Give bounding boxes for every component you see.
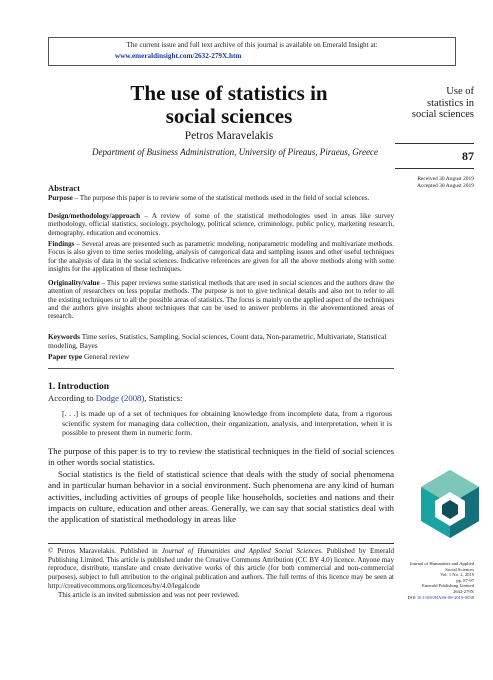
article-title [84, 82, 374, 128]
page-number: 87 [462, 149, 474, 163]
doi-label: DOI [407, 594, 417, 600]
paper-type [48, 353, 394, 362]
author-name: Petros Maravelakis [184, 130, 274, 142]
originality-label: Originality/value [48, 279, 100, 287]
paper-type-label: Paper type [48, 352, 83, 361]
running-title [384, 86, 474, 121]
running-title-line: Use of [446, 86, 474, 97]
journal-info [384, 561, 474, 600]
journal-info-line: 2632-279X [453, 588, 474, 594]
license-text-after: . Published by Emerald Publishing Limited. This article is published under the Creative Commons Attribution (CC BY 4.0) licence. Anyone may reproduce, distribute, translate and create derivative works of this article (for both commercial and non-commercial purposes), subject to full attribution to the original publication and authors. The full terms of this licence may be seen at http://creativecommons.org/licences/by/4.0/legalcode [48, 547, 394, 590]
findings-text: – Several areas are presented such as parametric modeling, nonparametric modeling and multivariate methods. Focus is also given to time series modeling, analysis of categorical data and sampling issues and other useful techniques for the analysis of data in the social sciences. Indicative references are given for all the above methods along with some insights for the application of these techniques. [48, 240, 394, 273]
originality-text: – This paper reviews some statistical methods that are used in social sciences and the authors draw the attention of researchers on less popular methods. The purpose is not to give technical details and also not to refer to all the existing techniques or to all the possible areas of statistics. The focus is mainly on the applied aspect of the techniques and the authors give insights about techniques that can be used to answer problems in the abovementioned areas of research. [48, 279, 394, 320]
author-affiliation: Department of Business Administration, University of Pireaus, Piraeus, Greece [92, 147, 378, 157]
margin-divider [395, 168, 474, 169]
margin-divider [395, 143, 474, 144]
purpose-label: Purpose [48, 194, 73, 202]
intro-paragraph-2: Social statistics is the field of statistical science that deals with the study of social phenomena and in particular human behavior in a social environment. Such phenomena are any kind of human activities, including activities of groups of people like households, societies and nations and their impacts on culture, education and other areas. Generally, we can say that social statistics deal with the application of statistical methodology in areas like [48, 469, 394, 525]
abstract-heading: Abstract [48, 183, 80, 193]
journal-info-line: Vol. 1 No. 2, 2019 [440, 572, 474, 578]
findings-label: Findings [48, 240, 75, 248]
paper-type-text: General review [82, 352, 130, 361]
abstract-originality [48, 279, 394, 320]
journal-info-line: pp. 87-97 [456, 577, 474, 583]
intro-lead [48, 393, 394, 404]
purpose-text: – The purpose this paper is to review some of the statistical methods used in the field of social sciences. [72, 194, 370, 202]
license-footer [48, 547, 394, 599]
access-banner [48, 37, 456, 66]
intro-lead-before: According to [48, 393, 96, 403]
journal-info-line: Emerald Publishing Limited [421, 583, 474, 589]
abstract-design [48, 212, 394, 237]
keywords-text: Time series, Statistics, Sampling, Social sciences, Count data, Non-parametric, Multivariate, Statistical modeling, Bayes [48, 332, 387, 350]
banner-text: The current issue and full text archive of this journal is available on Emerald Insight at: [126, 41, 378, 49]
keywords [48, 333, 394, 351]
invited-note: This article is an invited submission and was not peer reviewed. [58, 590, 240, 599]
section-heading: 1. Introduction [48, 382, 110, 392]
doi-line [384, 595, 474, 601]
running-title-line: social sciences [411, 109, 474, 120]
doi-link[interactable]: 10.1108/JHASS-08-2019-0038 [416, 594, 474, 600]
article-dates [417, 176, 474, 190]
license-text-before: © Petros Maravelakis. Published in [48, 547, 162, 555]
running-title-line: statistics in [427, 97, 474, 109]
title-line-1: The use of statistics in [130, 81, 328, 105]
received-date: Received 30 August 2019 [417, 176, 474, 182]
abstract-divider [48, 368, 394, 369]
journal-name: Journal of Humanities and Applied Social Sciences [161, 547, 321, 555]
footer-divider [48, 543, 394, 544]
design-text: – A review of some of the statistical methodologies used in areas like survey methodology, official statistics, sociology, psychology, political science, criminology, public policy, marketing research, demography, education and economics. [48, 212, 394, 237]
journal-info-line: Journal of Humanities and Applied [409, 561, 474, 566]
title-line-2: social sciences [165, 104, 293, 128]
intro-paragraph-1: The purpose of this paper is to try to review the statistical techniques in the field of social sciences in other words social statistics. [48, 446, 394, 468]
keywords-label: Keywords [48, 332, 81, 341]
banner-url-link[interactable]: www.emeraldinsight.com/2632-279X.htm [115, 52, 242, 60]
emerald-open-access-logo [421, 470, 479, 538]
design-label: Design/methodology/approach [48, 212, 141, 220]
journal-info-line: Social Sciences [445, 566, 474, 572]
abstract-findings [48, 240, 394, 273]
accepted-date: Accepted 30 August 2019 [417, 183, 474, 189]
abstract-purpose [48, 194, 394, 202]
intro-lead-after: , Statistics: [144, 393, 183, 403]
citation-link[interactable]: Dodge (2008) [95, 393, 145, 403]
definition-quote: [. . .] is made up of a set of techniques for obtaining knowledge from incomplete data, from a rigorous scientific system for managing data collection, their organization, analysis, and interpretation, when it is possible to present them in numeric form. [62, 409, 392, 438]
